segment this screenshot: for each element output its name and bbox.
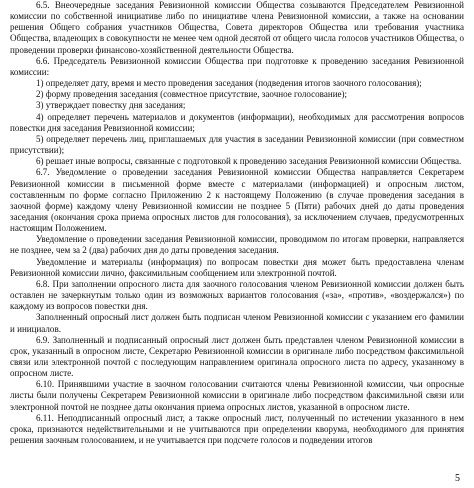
paragraph-6-8: 6.8. При заполнении опросного листа для заочного голосования членом Ревизионной комиссии должен быть оставлен не зачеркнутым только один из возможных вариантов голосования («за», «против», «воздержался») по каждому из вопросов повестки дня. xyxy=(10,278,464,312)
paragraph-6-5: 6.5. Внеочередные заседания Ревизионной комиссии Общества созываются Председателем Ревизионной комиссии по собственной инициативе либо по инициативе члена Ревизионной комиссии, а также на основании решения Общего собрания участников Общества, Совета директоров Общества или требования участника Общества, владеющих в совокупности не менее чем одной десятой от общего числа голосов участников Общества, о проведении проверки финансово-хозяйственной деятельности Общества. xyxy=(10,0,464,55)
list-item-4: 4) определяет перечень материалов и документов (информации), необходимых для рассмотрения вопросов повестки дня заседания Ревизионной комиссии; xyxy=(10,111,464,133)
paragraph-6-10: 6.10. Принявшими участие в заочном голосовании считаются члены Ревизионной комиссии, чьи опросные листы были получены Секретарем Ревизионной комиссии в оригинале либо посредством факсимильной связи или электронной почтой не позднее даты окончания приема опросных листов, указанной в опросном листе. xyxy=(10,379,464,412)
paragraph-signature: Заполненный опросный лист должен быть подписан членом Ревизионной комиссии с указанием его фамилии и инициалов. xyxy=(10,312,464,334)
list-item-1: 1) определяет дату, время и место проведения заседания (подведения итогов заочного голосования); xyxy=(36,78,422,89)
list-item-2: 2) форму проведения заседания (совместное присутствие, заочное голосование); xyxy=(36,89,348,100)
page-number: 5 xyxy=(455,473,460,484)
paragraph-notice-delivery: Уведомление и материалы (информация) по вопросам повестки дня может быть предоставлена членам Ревизионной комиссии лично, факсимильным сообщением или электронной почтой. xyxy=(10,256,464,278)
list-item-3: 3) утверждает повестку дня заседания; xyxy=(36,100,186,111)
list-item-6: 6) решает иные вопросы, связанные с подготовкой к проведению заседания Ревизионной комиссии Общества. xyxy=(36,156,462,167)
paragraph-6-11: 6.11. Неподписанный опросный лист, а также опросный лист, полученный по истечении указанного в нем срока, признаются недействительными и не учитываются при определении кворума, необходимого для принятия решения заочным голосованием, и не учитывается при подсчете голосов и подведении итогов xyxy=(10,412,464,446)
paragraph-6-9: 6.9. Заполненный и подписанный опросный лист должен быть представлен членом Ревизионной комиссии в срок, указанный в опросном листе, Секретарю Ревизионной комиссии в оригинале либо посредством факсимильной связи или электронной почтой с последующим направлением оригинала опросного листа по адресу, указанному в опросном листе. xyxy=(10,334,464,379)
paragraph-notice-deadline: Уведомление о проведении заседания Ревизионной комиссии, проводимом по итогам проверки, направляется не позднее, чем за 2 (два) рабочих дня до даты проведения заседания. xyxy=(10,234,464,256)
paragraph-6-6: 6.6. Председатель Ревизионной комиссии Общества при подготовке к проведению заседания Ревизионной комиссии: xyxy=(10,55,464,77)
list-item-5: 5) определяет перечень лиц, приглашаемых для участия в заседании Ревизионной комиссии (при совместном присутствии); xyxy=(10,133,464,156)
paragraph-6-7: 6.7. Уведомление о проведении заседания Ревизионной комиссии Общества направляется Секретарем Ревизионной комиссии в письменной форме вместе с материалами (информацией) и опросным листом, составленным по форме согласно Приложению 2 к настоящему Положению (в случае проведения заседания в заочной форме) каждому члену Ревизионной комиссии не позднее 5 (Пяти) рабочих дней до даты проведения заседания (окончания срока приема опросных листов для голосования), за исключением случаев, предусмотренных настоящим Положением. xyxy=(10,167,464,234)
